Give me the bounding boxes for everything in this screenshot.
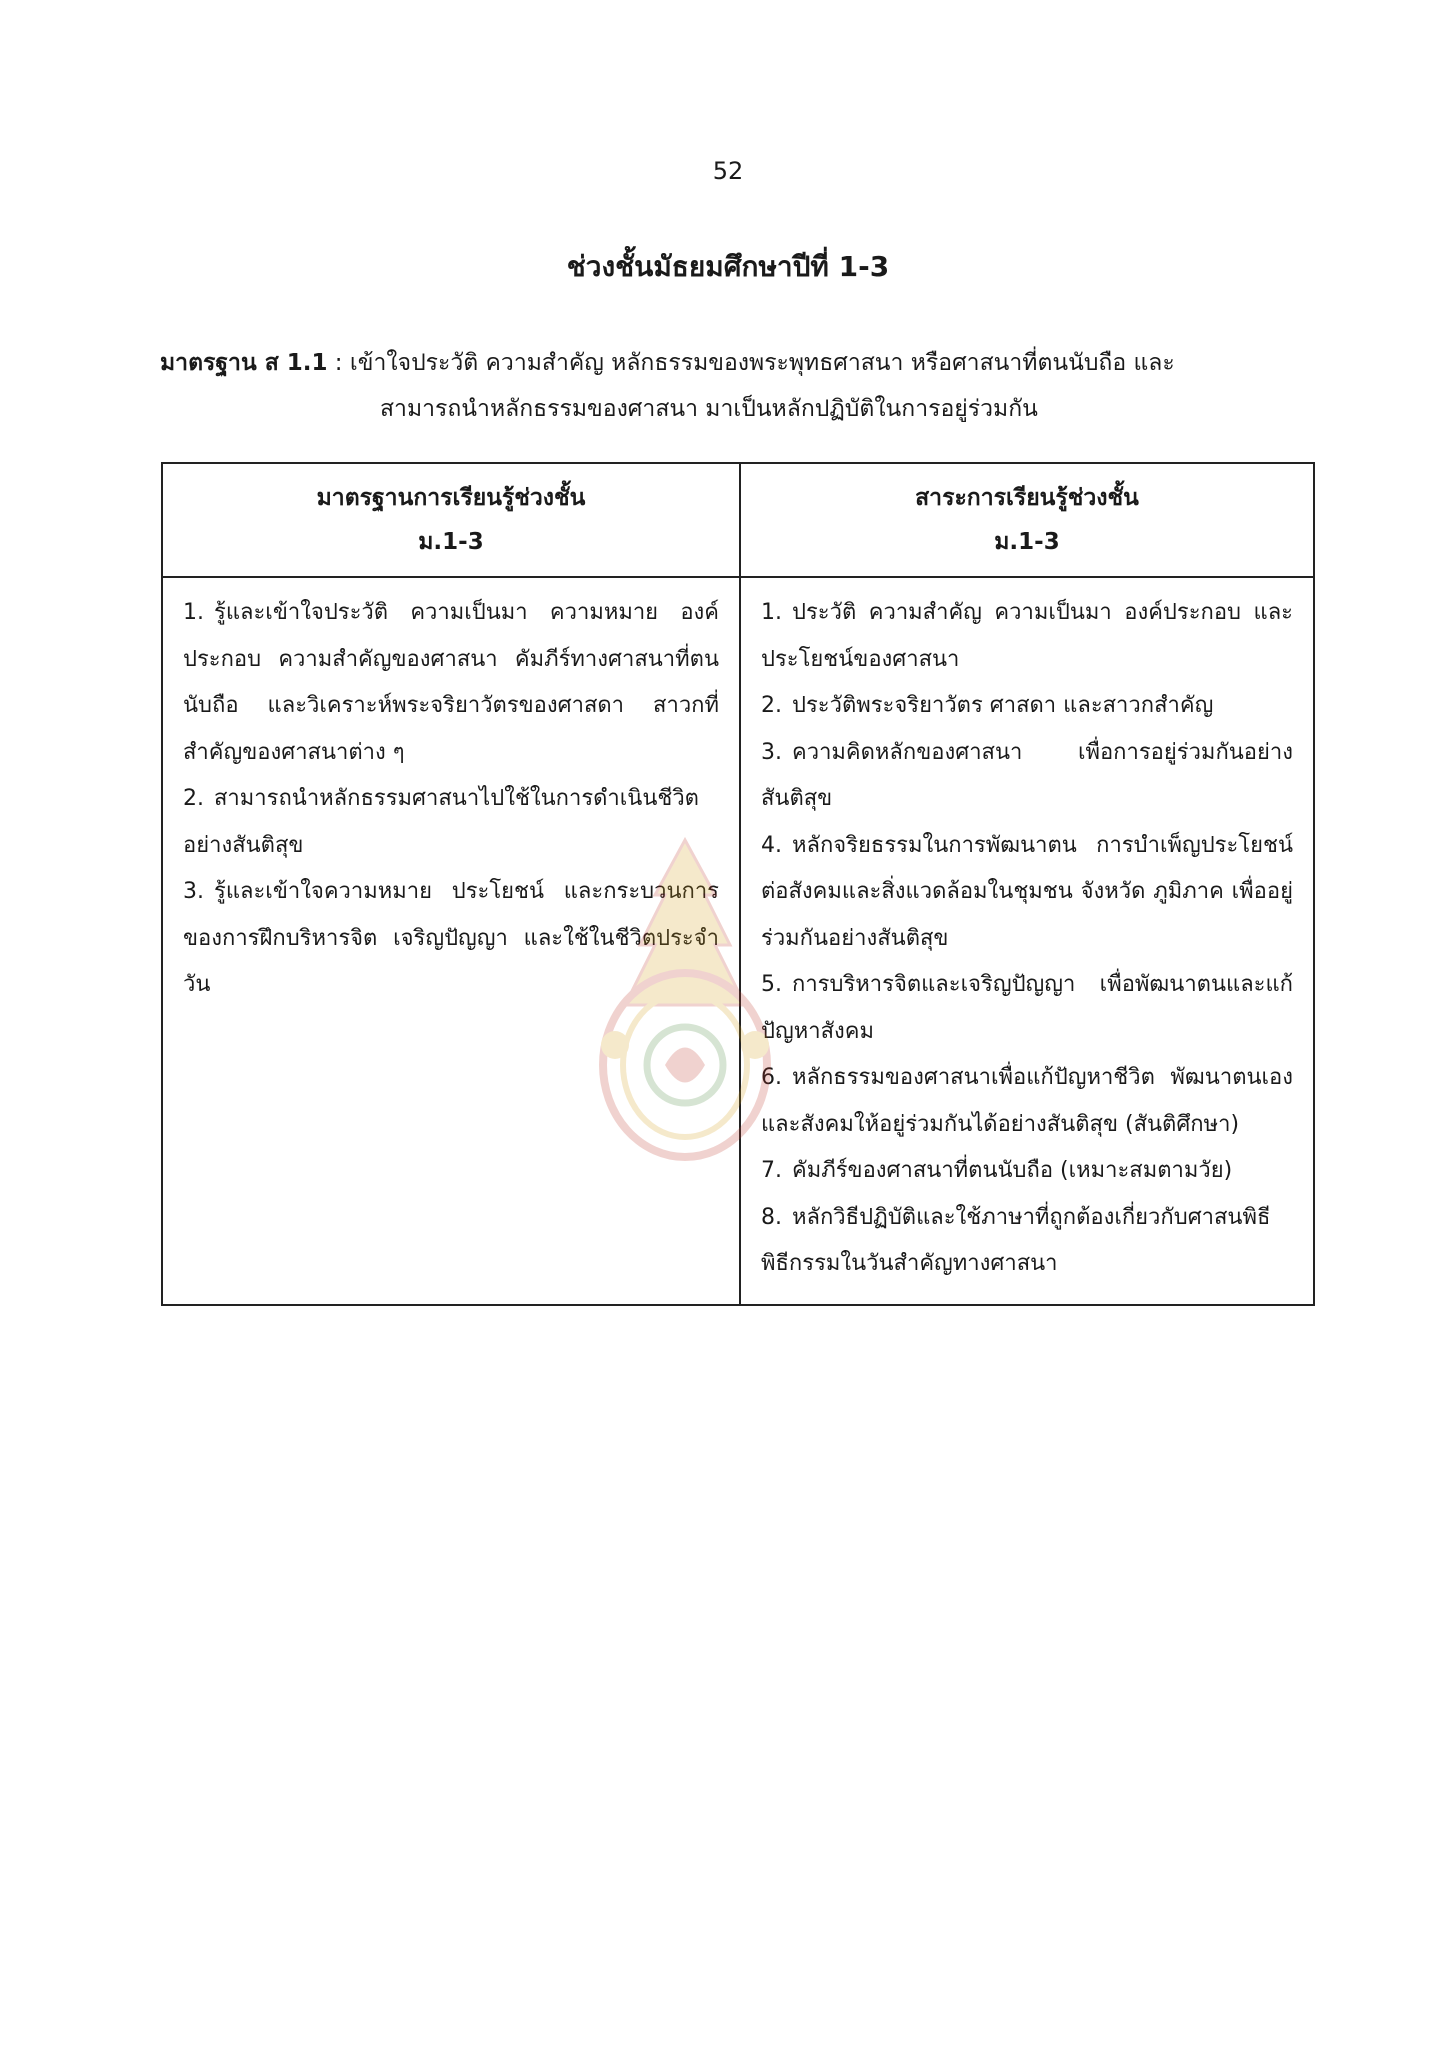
item-text: รู้และเข้าใจประวัติ ความเป็นมา ความหมาย องค์ประกอบ ความสำคัญของศาสนา คัมภีร์ทางศาสนาที่ตนนับถือ และวิเคราะห์พระจริยาวัตรของศาสดา สาวกที่สำคัญของศาสนาต่าง ๆ [183,600,719,765]
section-title: ช่วงชั้นมัธยมศึกษาปีที่ 1-3 [566,250,890,283]
list-item [761,1148,1293,1195]
item-number: 7. [761,1158,782,1183]
list-item [761,823,1293,963]
list-item [183,590,719,776]
item-number: 3. [761,739,782,765]
item-number: 4. [761,832,782,858]
item-text: ประวัติ ความสำคัญ ความเป็นมา องค์ประกอบ และประโยชน์ของศาสนา [761,600,1293,672]
right-column-header [740,463,1314,577]
list-item [761,683,1293,730]
left-column-header [162,463,740,577]
item-number: 3. [183,879,204,904]
standard-statement [160,340,1310,432]
item-text: ประวัติพระจริยาวัตร ศาสดา และสาวกสำคัญ [792,693,1214,718]
item-text: หลักธรรมของศาสนาเพื่อแก้ปัญหาชีวิต พัฒนาตนเองและสังคมให้อยู่ร่วมกันได้อย่างสันติสุข (สันติศึกษา) [761,1065,1293,1137]
item-text: หลักจริยธรรมในการพัฒนาตน การบำเพ็ญประโยชน์ต่อสังคมและสิ่งแวดล้อมในชุมชน จังหวัด ภูมิภาค เพื่ออยู่ร่วมกันอย่างสันติสุข [761,832,1293,951]
list-item [761,590,1293,683]
right-header-line1: สาระการเรียนรู้ช่วงชั้น [915,485,1139,511]
item-text: คัมภีร์ของศาสนาที่ตนนับถือ (เหมาะสมตามวัย) [792,1158,1233,1183]
item-text: รู้และเข้าใจความหมาย ประโยชน์ และกระบวนการของการฝึกบริหารจิต เจริญปัญญา และใช้ในชีวิตประจำวัน [183,879,719,997]
item-number: 1. [183,600,204,625]
item-text: หลักวิธีปฏิบัติและใช้ภาษาที่ถูกต้องเกี่ยวกับศาสนพิธี พิธีกรรมในวันสำคัญทางศาสนา [761,1204,1271,1276]
table-body-row [162,577,1314,1305]
list-item [761,962,1293,1055]
list-item [183,869,719,1009]
standard-text-line2: สามารถนำหลักธรรมของศาสนา มาเป็นหลักปฏิบัติในการอยู่ร่วมกัน [380,396,1038,422]
item-text: ความคิดหลักของศาสนา เพื่อการอยู่ร่วมกันอย่างสันติสุข [761,739,1293,811]
left-header-line2: ม.1-3 [418,529,484,555]
page-number: 52 [712,157,744,185]
item-number: 1. [761,600,782,625]
right-column-cell [740,577,1314,1305]
table-header-row [162,463,1314,577]
left-header-line1: มาตรฐานการเรียนรู้ช่วงชั้น [316,485,586,511]
list-item [761,1055,1293,1148]
item-text: การบริหารจิตและเจริญปัญญา เพื่อพัฒนาตนและแก้ปัญหาสังคม [761,972,1293,1044]
standard-label: มาตรฐาน ส 1.1 [160,350,328,376]
list-item [183,776,719,869]
list-item [761,730,1293,823]
standard-text-line1: เข้าใจประวัติ ความสำคัญ หลักธรรมของพระพุทธศาสนา หรือศาสนาที่ตนนับถือ และ [349,350,1175,376]
item-number: 2. [183,786,204,811]
list-item [761,1195,1293,1288]
left-column-cell [162,577,740,1305]
item-text: สามารถนำหลักธรรมศาสนาไปใช้ในการดำเนินชีวิตอย่างสันติสุข [183,786,699,858]
item-number: 5. [761,972,782,997]
right-header-line2: ม.1-3 [994,529,1060,555]
learning-standards-table [161,462,1315,1306]
item-number: 6. [761,1065,782,1090]
item-number: 8. [761,1204,782,1230]
item-number: 2. [761,693,782,718]
standard-separator: : [327,350,350,376]
